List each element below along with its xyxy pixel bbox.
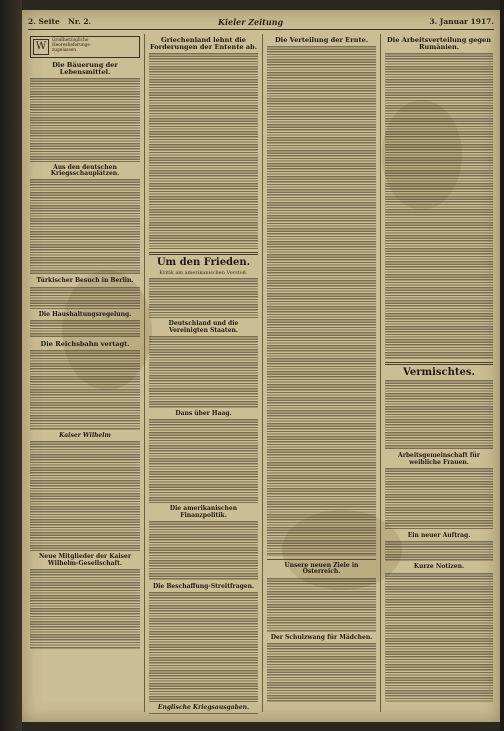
article-heading: Die Beschaffung-Streitfragen. [152, 582, 255, 590]
column-rule [380, 34, 381, 712]
masthead-rule [28, 29, 494, 30]
newspaper-page [22, 10, 500, 722]
column-2 [149, 34, 258, 714]
article-text [385, 541, 493, 561]
article-heading: Die Verteilung der Ernte. [274, 36, 369, 44]
article-heading: Griechenland lehnt die Forderungen der Entente ab. [149, 36, 258, 51]
article-heading: Die amerikanischen Finanzpolitik. [169, 505, 238, 519]
article-heading: Dans über Haag. [175, 409, 232, 417]
article-text [30, 287, 140, 309]
article-text [267, 578, 376, 632]
paper-name: Kieler Zeitung [218, 17, 284, 27]
issue-number: Nr. 2. [68, 17, 92, 26]
article-text [385, 573, 493, 703]
column-rule [262, 34, 263, 712]
article-heading: Kaiser Wilhelm [59, 431, 111, 439]
section-divider [385, 362, 493, 365]
article-heading: Die Bäuerung der Lebensmittel. [52, 61, 118, 76]
page-label: 2. Seite [28, 17, 60, 26]
article-heading: Unsere neuen Ziele in Österreich. [284, 561, 359, 576]
issue-date: 3. Januar 1917. [429, 17, 494, 26]
column-3 [267, 34, 376, 714]
section-heading: Vermischtes. [403, 366, 475, 378]
article-text [30, 179, 140, 275]
column-1 [30, 34, 140, 714]
article-heading: Die Reichsbahn vertagt. [40, 340, 130, 349]
ad-logo: W [33, 39, 49, 55]
scan-right-edge [500, 0, 504, 731]
article-text [267, 46, 376, 556]
article-heading: Neue Mitglieder der Kaiser Wilhelm-Gesellschaft. [38, 553, 132, 567]
ad-box [30, 36, 140, 58]
section-subheading: Kritik am amerikanischen Vorstoß. [159, 270, 248, 277]
section-divider [267, 559, 376, 560]
article-text [30, 78, 140, 162]
article-text [267, 643, 376, 703]
article-text [30, 569, 140, 649]
article-text [149, 278, 258, 318]
article-text [30, 320, 140, 338]
article-heading: Deutschland und die Vereinigten Staaten. [168, 320, 239, 334]
article-heading: Kurze Notizen. [413, 563, 465, 571]
article-heading: Der Schulzwang für Mädchen. [270, 633, 373, 641]
article-text [385, 468, 493, 530]
article-text [30, 441, 140, 551]
article-text [149, 592, 258, 702]
section-divider [149, 252, 258, 255]
section-heading: Um den Frieden. [156, 256, 251, 268]
column-rule [144, 34, 145, 712]
ad-line: Heereslieferungs- [52, 42, 92, 48]
column-4 [385, 34, 493, 714]
article-heading: Aus den deutschen Kriegsschauplätzen. [50, 163, 120, 178]
masthead [28, 15, 494, 29]
article-text [30, 350, 140, 430]
ad-line: zugelassen [52, 47, 76, 53]
article-heading: Die Arbeitsverteilung gegen Rumänien. [386, 36, 492, 51]
article-text [149, 419, 258, 503]
article-text [149, 521, 258, 581]
article-text [149, 713, 258, 714]
ad-line: Großherzogliche [52, 38, 89, 43]
article-heading: Ein neuer Auftrag. [407, 531, 471, 539]
article-text [385, 380, 493, 450]
scan-left-edge [0, 0, 22, 731]
article-heading: Englische Kriegsausgaben. [157, 704, 250, 712]
article-text [149, 336, 258, 408]
article-heading: Türkischer Besuch in Berlin. [36, 277, 134, 285]
article-heading: Arbeitsgemeinschaft für weibliche Frauen. [398, 452, 480, 466]
article-heading: Die Haushaltungsregelung. [38, 310, 132, 318]
article-text [385, 53, 493, 359]
article-text [149, 53, 258, 249]
